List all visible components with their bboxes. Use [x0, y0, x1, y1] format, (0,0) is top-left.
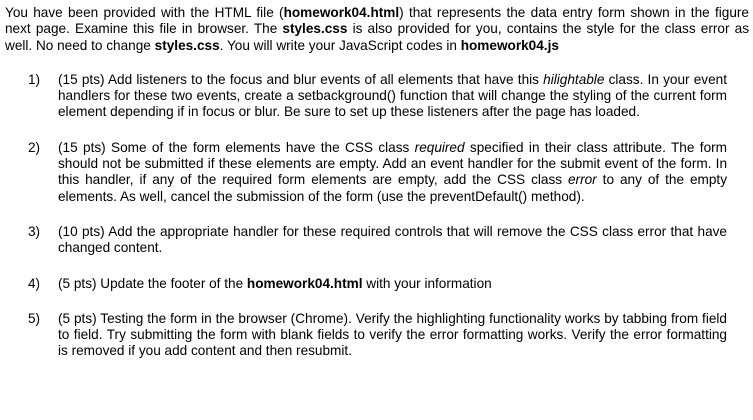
intro-text: ) that represents the data entry form shown in the figure next page. Examine this file in browser. The [5, 5, 749, 37]
task-number: 4) [28, 275, 41, 291]
task-text: (5 pts) Testing the form in the browser (Chrome). Verify the highlighting functionality works by tabbing from field to field. Try submitting the form with blank fields to verify the error formatting works. Verify the error formatting is removed if you add content and then resubmit. [58, 310, 727, 359]
task-list [5, 72, 749, 360]
intro-text: You have been provided with the HTML file ( [5, 5, 284, 20]
task-text: (10 pts) Add the appropriate handler for these required controls that will remove the CSS class error that have changed content. [58, 223, 727, 256]
html-filename: homework04.html [246, 275, 363, 291]
intro-text: is also provided for you, contains the style for the class error as well. No need to change [5, 21, 749, 53]
task-item-4 [5, 276, 749, 292]
task-item-2 [5, 140, 749, 205]
task-item-3 [5, 224, 749, 257]
css-filename: styles.css [282, 21, 348, 37]
class-name: error [568, 172, 597, 188]
task-item-5 [5, 311, 749, 360]
class-name: required [414, 139, 465, 155]
intro-text: . You will write your JavaScript codes in [219, 37, 461, 53]
task-text: (5 pts) Update the footer of the homework04.html with your information [58, 275, 492, 291]
task-text: (15 pts) Add listeners to the focus and blur events of all elements that have this hilightable class. In your event handlers for these two events, create a setbackground() function that will change the styling of the current form element depending if in focus or blur. Be sure to set up these listeners after the page has loaded. [58, 71, 727, 120]
task-text: (15 pts) Some of the form elements have the CSS class required specified in their class attribute. The form should not be submitted if these elements are empty. Add an event handler for the submit event of the form. In this handler, if any of the required form elements are empty, add the CSS class error to any of the empty elements. As well, cancel the submission of the form (use the preventDefault() method). [58, 139, 727, 204]
css-filename: styles.css [154, 37, 220, 53]
task-number: 3) [28, 223, 41, 239]
task-number: 2) [28, 139, 41, 155]
task-number: 1) [28, 71, 41, 87]
js-filename: homework04.js [460, 37, 559, 53]
html-filename: homework04.html [283, 5, 400, 20]
intro-paragraph [5, 5, 749, 54]
task-number: 5) [28, 310, 41, 326]
class-name: hilightable [543, 71, 605, 87]
task-item-1 [5, 72, 749, 121]
